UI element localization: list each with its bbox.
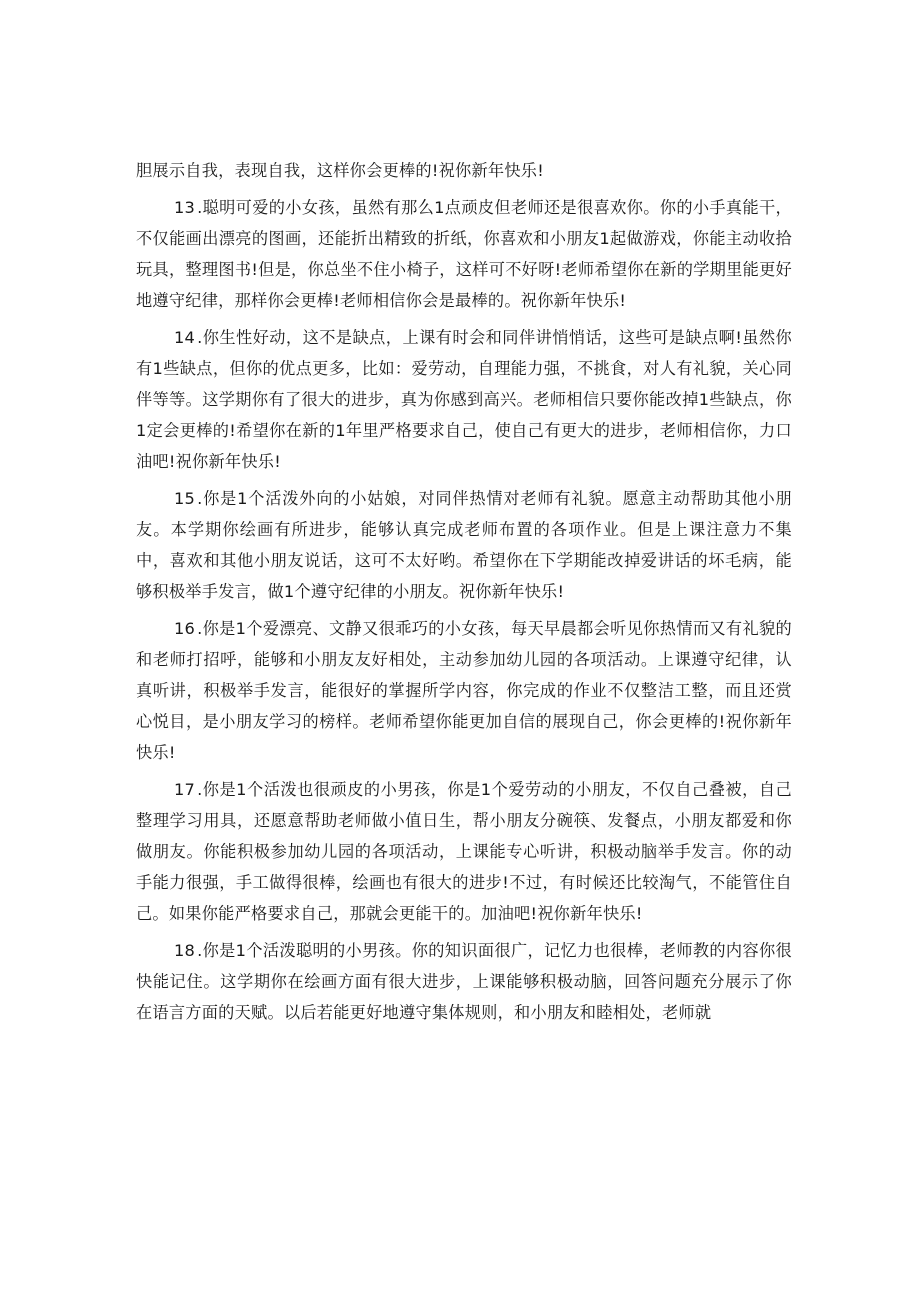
paragraph-text: .聪明可爱的小女孩，虽然有那么1点顽皮但老师还是很喜欢你。你的小手真能干，不仅能画出漂亮的图画，还能折出精致的折纸，你喜欢和小朋友1起做游戏，你能主动收拾玩具，整理图书!但是，你总坐不住小椅子，这样可不好呀!老师希望你在新的学期里能更好地遵守纪律，那样你会更棒!老师相信你会是最棒的。祝你新年快乐! — [136, 198, 792, 310]
paragraph-text: .你是1个活泼聪明的小男孩。你的知识面很广，记忆力也很棒，老师教的内容你很快能记住。这学期你在绘画方面有很大进步，上课能够积极动脑，回答问题充分展示了你在语言方面的天赋。以后若能更好地遵守集体规则，和小朋友和睦相处，老师就 — [136, 941, 792, 1022]
paragraph-item-16 — [136, 613, 792, 768]
item-number: 17 — [174, 780, 196, 799]
item-number: 18 — [174, 941, 196, 960]
paragraph-text: 胆展示自我，表现自我，这样你会更棒的!祝你新年快乐! — [136, 161, 544, 180]
paragraph-item-14 — [136, 322, 792, 477]
paragraph-text: .你是1个活泼也很顽皮的小男孩，你是1个爱劳动的小朋友，不仅自己叠被，自己整理学习用具，还愿意帮助老师做小值日生，帮小朋友分碗筷、发餐点，小朋友都爱和你做朋友。你能积极参加幼儿园的各项活动，上课能专心听讲，积极动脑举手发言。你的动手能力很强，手工做得很棒，绘画也有很大的进步!不过，有时候还比较淘气，不能管住自己。如果你能严格要求自己，那就会更能干的。加油吧!祝你新年快乐! — [136, 780, 792, 923]
paragraph-item-15 — [136, 483, 792, 607]
paragraph-text: .你生性好动，这不是缺点，上课有时会和同伴讲悄悄话，这些可是缺点啊!虽然你有1些缺点，但你的优点更多，比如：爱劳动，自理能力强，不挑食，对人有礼貌，关心同伴等等。这学期你有了很大的进步，真为你感到高兴。老师相信只要你能改掉1些缺点，你1定会更棒的!希望你在新的1年里严格要求自己，使自己有更大的进步，老师相信你，力口油吧!祝你新年快乐! — [136, 328, 792, 471]
item-number: 16 — [174, 619, 196, 638]
paragraph-text: .你是1个活泼外向的小姑娘，对同伴热情对老师有礼貌。愿意主动帮助其他小朋友。本学期你绘画有所进步，能够认真完成老师布置的各项作业。但是上课注意力不集中，喜欢和其他小朋友说话，这可不太好哟。希望你在下学期能改掉爱讲话的坏毛病，能够积极举手发言，做1个遵守纪律的小朋友。祝你新年快乐! — [136, 489, 792, 601]
paragraph-item-18 — [136, 935, 792, 1028]
item-number: 13 — [174, 198, 196, 217]
paragraph-continued — [136, 155, 792, 186]
item-number: 14 — [174, 328, 196, 347]
item-number: 15 — [174, 489, 196, 508]
document-page — [136, 155, 792, 1034]
paragraph-item-13 — [136, 192, 792, 316]
paragraph-item-17 — [136, 774, 792, 929]
paragraph-text: .你是1个爱漂亮、文静又很乖巧的小女孩，每天早晨都会听见你热情而又有礼貌的和老师打招呼，能够和小朋友友好相处，主动参加幼儿园的各项活动。上课遵守纪律，认真听讲，积极举手发言，能很好的掌握所学内容，你完成的作业不仅整洁工整，而且还赏心悦目，是小朋友学习的榜样。老师希望你能更加自信的展现自己，你会更棒的!祝你新年快乐! — [136, 619, 792, 762]
